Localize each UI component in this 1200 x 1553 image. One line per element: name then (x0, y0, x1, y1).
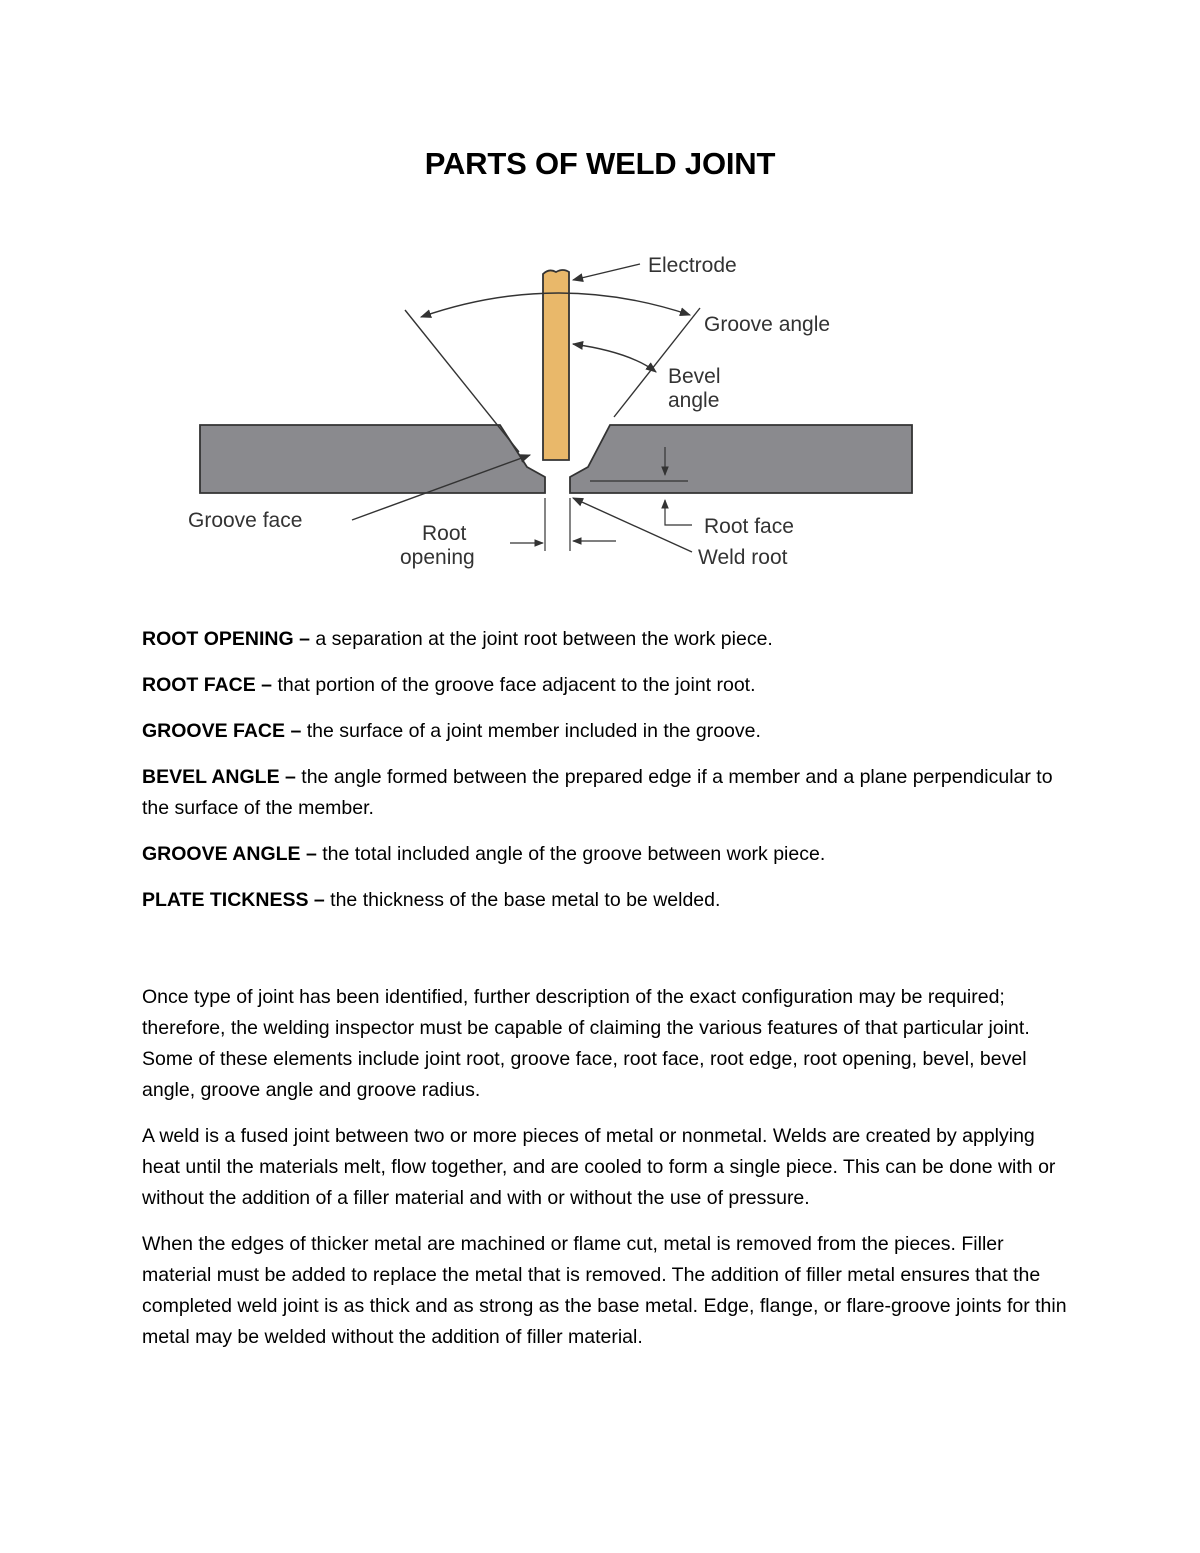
label-electrode: Electrode (648, 254, 737, 277)
definition-text: that portion of the groove face adjacent to the joint root. (277, 674, 756, 696)
definition-text: a separation at the joint root between the work piece. (315, 628, 773, 650)
body-text (142, 982, 1072, 1368)
label-root-line2: opening (400, 546, 475, 569)
paragraph: A weld is a fused joint between two or more pieces of metal or nonmetal. Welds are created by applying heat until the materials melt, flow together, and are cooled to form a single piece. This can be done with or without the addition of a filler material and with or without the use of pressure. (142, 1125, 1056, 1209)
definition-text: the total included angle of the groove between work piece. (322, 843, 826, 865)
paragraph: Once type of joint has been identified, further description of the exact configuration may be required; therefore, the welding inspector must be capable of claiming the various features of that particular joint. Some of these elements include joint root, groove face, root face, root edge, root opening, bevel, bevel angle, groove angle and groove radius. (142, 986, 1030, 1101)
definition-text: the angle formed between the prepared edge if a member and a plane perpendicular to the surface of the member. (142, 766, 1053, 819)
label-groove-face: Groove face (188, 509, 303, 532)
label-bevel-line1: Bevel (668, 365, 721, 388)
paragraph: When the edges of thicker metal are machined or flame cut, metal is removed from the pieces. Filler material must be added to replace the metal that is removed. The addition of filler metal ensures that the completed weld joint is as thick and as strong as the base metal. Edge, flange, or flare-groove joints for thin metal may be welded without the addition of filler material. (142, 1233, 1067, 1348)
definition-text: the thickness of the base metal to be welded. (330, 889, 721, 911)
label-root-line1: Root (422, 522, 467, 545)
weld-joint-diagram (180, 250, 920, 580)
right-plate (570, 425, 912, 493)
label-weld-root: Weld root (698, 546, 788, 569)
left-plate (200, 425, 545, 493)
definition-item: PLATE TICKNESS – the thickness of the base metal to be welded. (142, 889, 721, 911)
label-groove-angle: Groove angle (704, 313, 831, 336)
definition-item: ROOT FACE – that portion of the groove face adjacent to the joint root. (142, 674, 756, 696)
definition-item: BEVEL ANGLE – the angle formed between the prepared edge if a member and a plane perpendicular to the surface of the member. (142, 766, 1053, 819)
label-bevel-line2: angle (668, 389, 720, 412)
definition-term: ROOT OPENING (142, 628, 294, 650)
definition-term: PLATE TICKNESS (142, 889, 309, 911)
definition-item: ROOT OPENING – a separation at the joint root between the work piece. (142, 628, 773, 650)
bevel-angle-arc (573, 344, 656, 372)
electrode-rod (543, 270, 569, 460)
definition-item: GROOVE ANGLE – the total included angle of the groove between work piece. (142, 843, 826, 865)
label-root-face: Root face (704, 515, 794, 538)
definition-item: GROOVE FACE – the surface of a joint member included in the groove. (142, 720, 761, 742)
definitions-list (142, 624, 1072, 931)
definition-term: BEVEL ANGLE (142, 766, 280, 788)
definition-term: GROOVE FACE (142, 720, 286, 742)
root-face-leader (665, 500, 692, 525)
page-title: PARTS OF WELD JOINT (424, 146, 776, 181)
definition-term: ROOT FACE (142, 674, 256, 696)
electrode-leader (573, 264, 640, 280)
definition-term: GROOVE ANGLE (142, 843, 301, 865)
definition-text: the surface of a joint member included in the groove. (306, 720, 761, 742)
